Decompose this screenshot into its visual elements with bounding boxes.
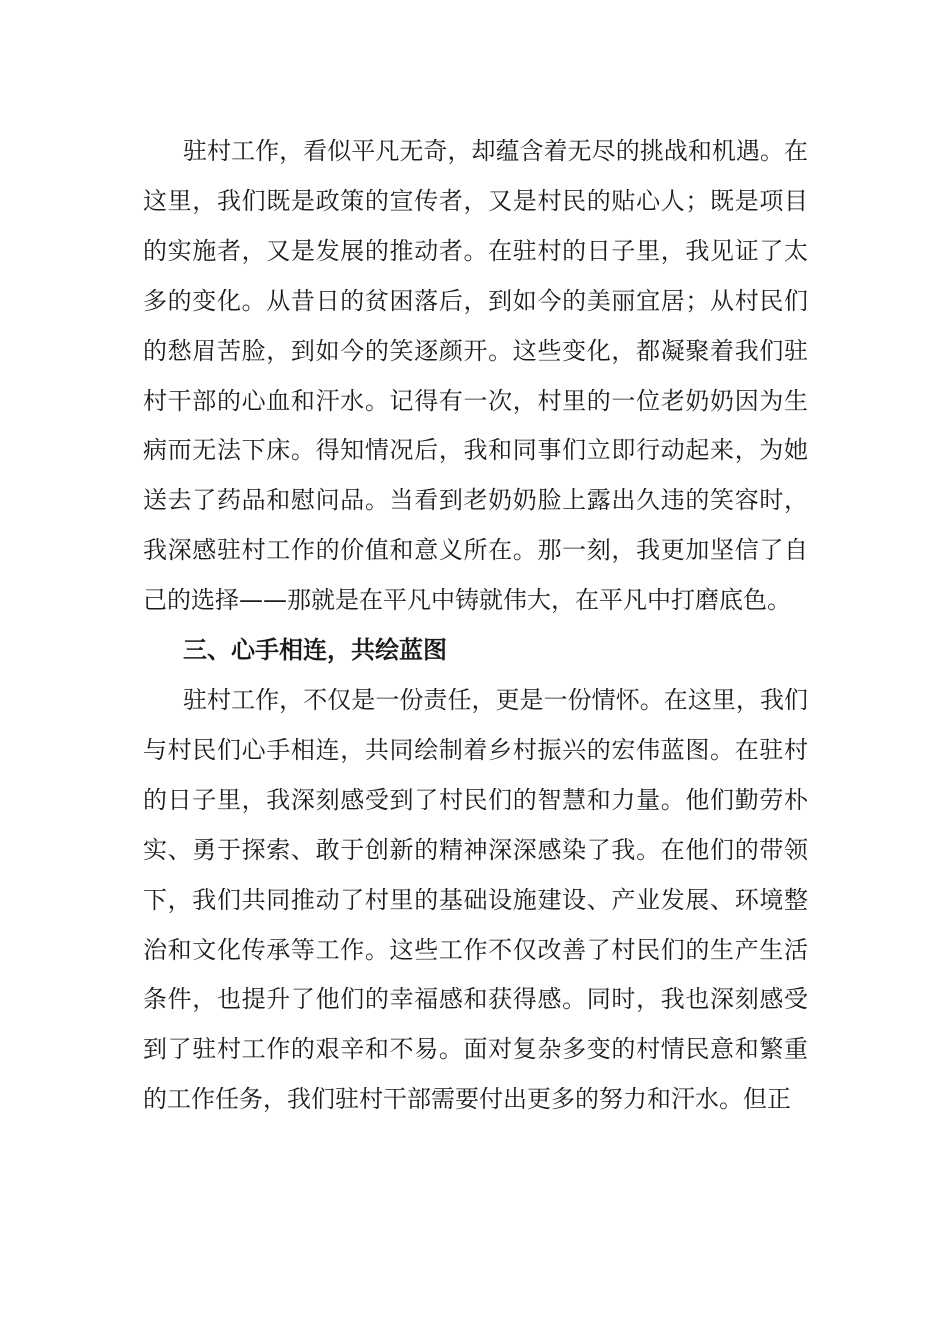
document-body <box>143 127 808 1125</box>
section-heading: 三、心手相连，共绘蓝图 <box>183 636 447 665</box>
paragraph-1: 驻村工作，看似平凡无奇，却蕴含着无尽的挑战和机遇。在这里，我们既是政策的宣传者，又是村民的贴心人；既是项目的实施者，又是发展的推动者。在驻村的日子里，我见证了太多的变化。从昔日的贫困落后，到如今的美丽宜居；从村民们的愁眉苦脸，到如今的笑逐颜开。这些变化，都凝聚着我们驻村干部的心血和汗水。记得有一次，村里的一位老奶奶因为生病而无法下床。得知情况后，我和同事们立即行动起来，为她送去了药品和慰问品。当看到老奶奶脸上露出久违的笑容时，我深感驻村工作的价值和意义所在。那一刻，我更加坚信了自己的选择——那就是在平凡中铸就伟大，在平凡中打磨底色。 <box>143 137 808 615</box>
paragraph-2: 驻村工作，不仅是一份责任，更是一份情怀。在这里，我们与村民们心手相连，共同绘制着乡村振兴的宏伟蓝图。在驻村的日子里，我深刻感受到了村民们的智慧和力量。他们勤劳朴实、勇于探索、敢于创新的精神深深感染了我。在他们的带领下，我们共同推动了村里的基础设施建设、产业发展、环境整治和文化传承等工作。这些工作不仅改善了村民们的生产生活条件，也提升了他们的幸福感和获得感。同时，我也深刻感受到了驻村工作的艰辛和不易。面对复杂多变的村情民意和繁重的工作任务，我们驻村干部需要付出更多的努力和汗水。但正 <box>143 685 808 1114</box>
